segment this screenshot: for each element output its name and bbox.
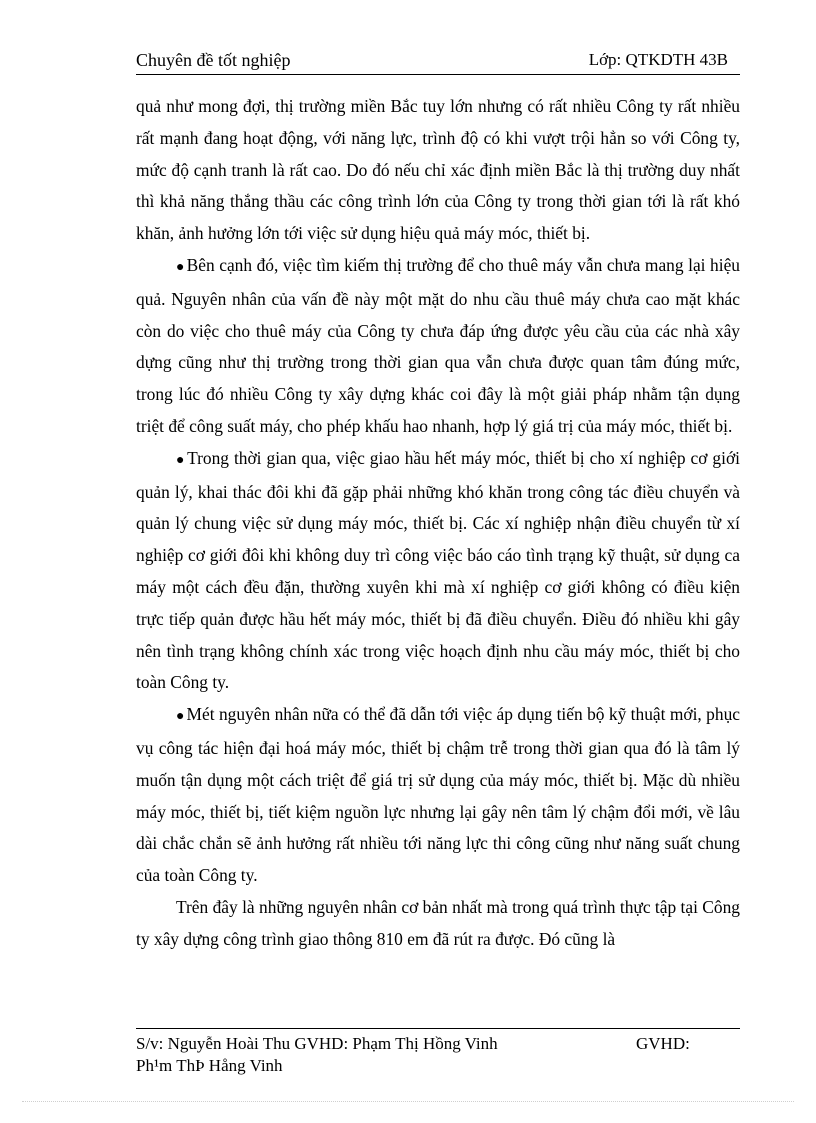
bullet-icon: ● — [176, 709, 185, 725]
page-header — [136, 50, 740, 75]
paragraph-text: Trên đây là những nguyên nhân cơ bản nhất mà trong quá trình thực tập tại Công ty xây dựng công trình giao thông 810 em đã rút ra được. Đó cũng là — [136, 896, 740, 949]
footer-line-2: Ph¹m ThÞ Hång Vinh — [136, 1056, 283, 1075]
header-class: Lớp: QTKDTH 43B — [588, 50, 728, 69]
paragraph-text: quả như mong đợi, thị trường miền Bắc tuy lớn nhưng có rất nhiều Công ty rất nhiều rất mạnh đang hoạt động, với năng lực, trình độ có khi vượt trội hẳn so với Công ty, mức độ cạnh tranh là rất cao. Do đó nếu chỉ xác định miền Bắc là thị trường duy nhất thì khả năng thắng thầu các công trình lớn của Công ty trong thời gian tới là rất khó khăn, ảnh hưởng lớn tới việc sử dụng hiệu quả máy móc, thiết bị. — [136, 96, 740, 244]
bullet-paragraph — [136, 443, 740, 699]
bullet-icon: ● — [176, 452, 186, 468]
paragraph — [136, 892, 740, 956]
paragraph-text: Mét nguyên nhân nữa có thể đã dẫn tới việc áp dụng tiến bộ kỹ thuật mới, phục vụ công tác hiện đại hoá máy móc, thiết bị chậm trễ trong thời gian qua đó là tâm lý muốn tận dụng một cách triệt để giá trị sử dụng của máy móc, thiết bị. Mặc dù nhiều máy móc, thiết bị, tiết kiệm nguồn lực nhưng lại gây nên tâm lý chậm đổi mới, về lâu dài chắc chắn sẽ ảnh hưởng rất nhiều tới năng lực thi công cũng như năng suất chung của toàn Công ty. — [136, 704, 740, 886]
bullet-icon: ● — [176, 259, 185, 275]
footer-student: S/v: Nguyễn Hoài Thu GVHD: Phạm Thị Hồng Vinh — [136, 1034, 498, 1053]
footer-line — [136, 1033, 740, 1055]
paragraph-text: Trong thời gian qua, việc giao hầu hết máy móc, thiết bị cho xí nghiệp cơ giới quản lý, khai thác đôi khi đã gặp phải những khó khăn trong công tác điều chuyển và quản lý chung việc sử dụng máy móc, thiết bị. Các xí nghiệp nhận điều chuyển từ xí nghiệp cơ giới đôi khi không duy trì công việc báo cáo tình trạng kỹ thuật, sử dụng ca máy một cách đều đặn, thường xuyên khi mà xí nghiệp cơ giới không có điều kiện trực tiếp quản được hầu hết máy móc, thiết bị đã điều chuyển. Điều đó nhiều khi gây nên tình trạng không chính xác trong việc hoạch định nhu cầu máy móc, thiết bị cho toàn Công ty. — [136, 447, 740, 693]
footer-gvhd-label: GVHD: — [636, 1034, 690, 1053]
bullet-paragraph — [136, 699, 740, 892]
document-body — [136, 91, 740, 956]
paragraph-text: Bên cạnh đó, việc tìm kiếm thị trường để cho thuê máy vẫn chưa mang lại hiệu quả. Nguyên nhân của vấn đề này một mặt do nhu cầu thuê máy chưa cao mặt khác còn do việc cho thuê máy của Công ty chưa đáp ứng được yêu cầu của các nhà xây dựng cũng như thị trường trong thời gian qua vẫn chưa được quan tâm đúng mức, trong lúc đó nhiều Công ty xây dựng khác coi đây là một giải pháp nhằm tận dụng triệt để công suất máy, cho phép khấu hao nhanh, hợp lý giá trị của máy móc, thiết bị. — [136, 254, 740, 436]
page-footer — [136, 1028, 740, 1077]
paragraph — [136, 91, 740, 250]
bullet-paragraph — [136, 250, 740, 443]
header-title: Chuyên đề tốt nghiệp — [136, 50, 291, 70]
page-boundary-divider — [22, 1101, 794, 1102]
